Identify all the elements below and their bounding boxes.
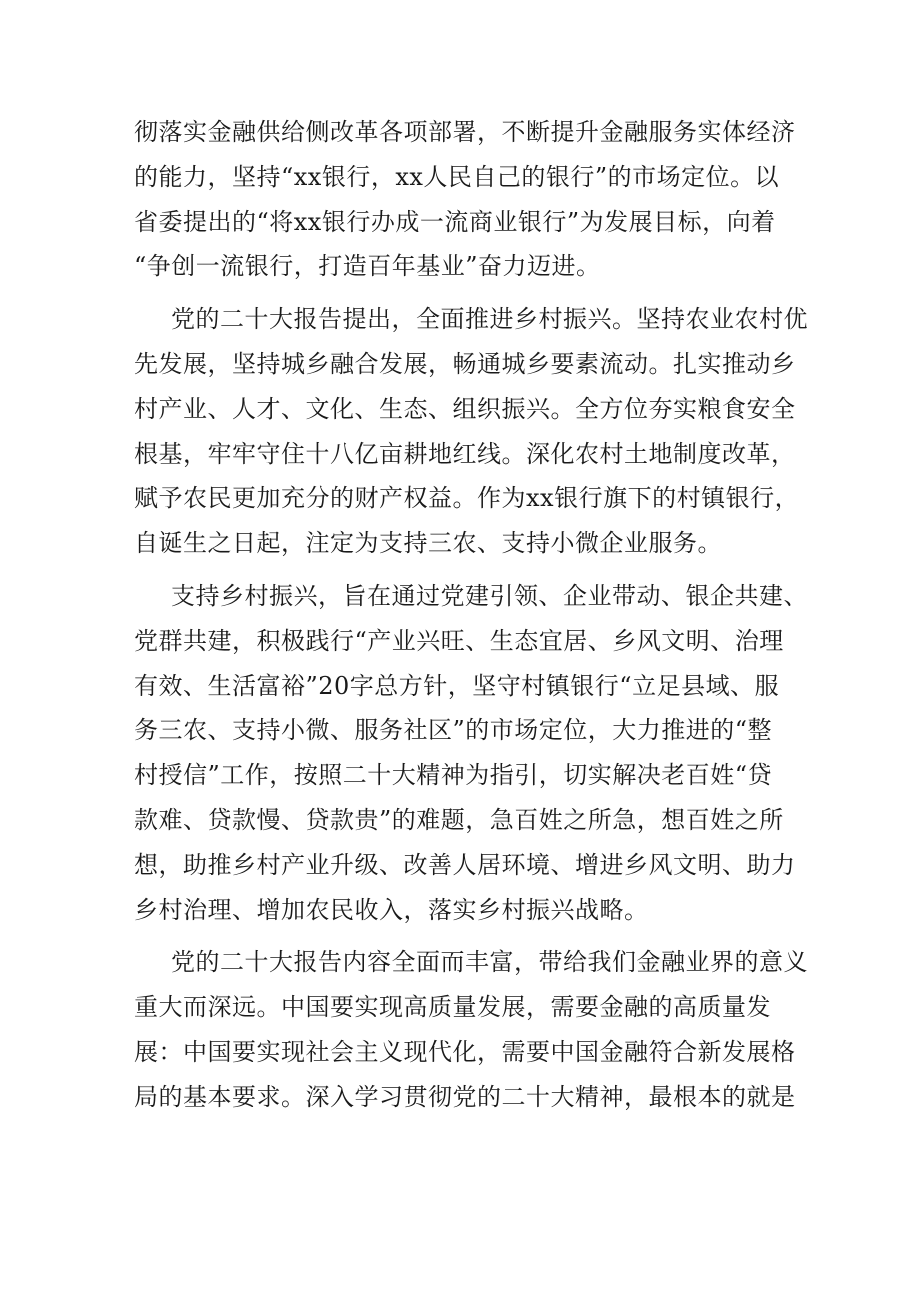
text-line: 展：中国要实现社会主义现代化，需要中国金融符合新发展格	[134, 1037, 796, 1066]
text-line: 党的二十大报告提出，全面推进乡村振兴。坚持农业农村优	[171, 305, 808, 334]
text-line: 支持乡村振兴，旨在通过党建引领、企业带动、银企共建、	[171, 581, 808, 610]
paragraph-4	[134, 940, 808, 1119]
text-line: 局的基本要求。深入学习贯彻党的二十大精神，最根本的就是	[134, 1082, 796, 1111]
document-body	[134, 110, 808, 1120]
text-line: 党的二十大报告内容全面而丰富，带给我们金融业界的意义	[171, 948, 808, 977]
text-line: 先发展，坚持城乡融合发展，畅通城乡要素流动。扎实推动乡	[134, 349, 796, 378]
text-line: 省委提出的“将xx银行办成一流商业银行”为发展目标，向着	[134, 207, 776, 236]
paragraph-2	[134, 297, 808, 566]
text-line: 自诞生之日起，注定为支持三农、支持小微企业服务。	[134, 529, 722, 558]
text-line: 村授信”工作，按照二十大精神为指引，切实解决老百姓“贷	[134, 761, 773, 790]
text-line: 乡村治理、增加农民收入，落实乡村振兴战略。	[134, 895, 649, 924]
text-line: 彻落实金融供给侧改革各项部署，不断提升金融服务实体经济	[134, 118, 796, 146]
text-line: “争创一流银行，打造百年基业”奋力迈进。	[134, 252, 601, 281]
text-line: 务三农、支持小微、服务社区”的市场定位，大力推进的“整	[134, 716, 773, 745]
paragraph-3	[134, 574, 808, 932]
text-line: 赋予农民更加充分的财产权益。作为xx银行旗下的村镇银行，	[134, 484, 800, 513]
text-line: 想，助推乡村产业升级、改善人居环境、增进乡风文明、助力	[134, 850, 796, 879]
text-line: 根基，牢牢守住十八亿亩耕地红线。深化农村土地制度改革，	[134, 439, 796, 468]
text-line: 村产业、人才、文化、生态、组织振兴。全方位夯实粮食安全	[134, 394, 796, 423]
text-line: 重大而深远。中国要实现高质量发展，需要金融的高质量发	[134, 993, 771, 1022]
text-line: 党群共建，积极践行“产业兴旺、生态宜居、乡风文明、治理	[134, 626, 784, 655]
text-line: 有效、生活富裕”20字总方针，坚守村镇银行“立足县域、服	[134, 671, 780, 700]
text-line: 的能力，坚持“xx银行，xx人民自己的银行”的市场定位。以	[134, 162, 780, 191]
paragraph-1	[134, 110, 796, 289]
text-line: 款难、贷款慢、贷款贵”的难题，急百姓之所急，想百姓之所	[134, 805, 784, 834]
